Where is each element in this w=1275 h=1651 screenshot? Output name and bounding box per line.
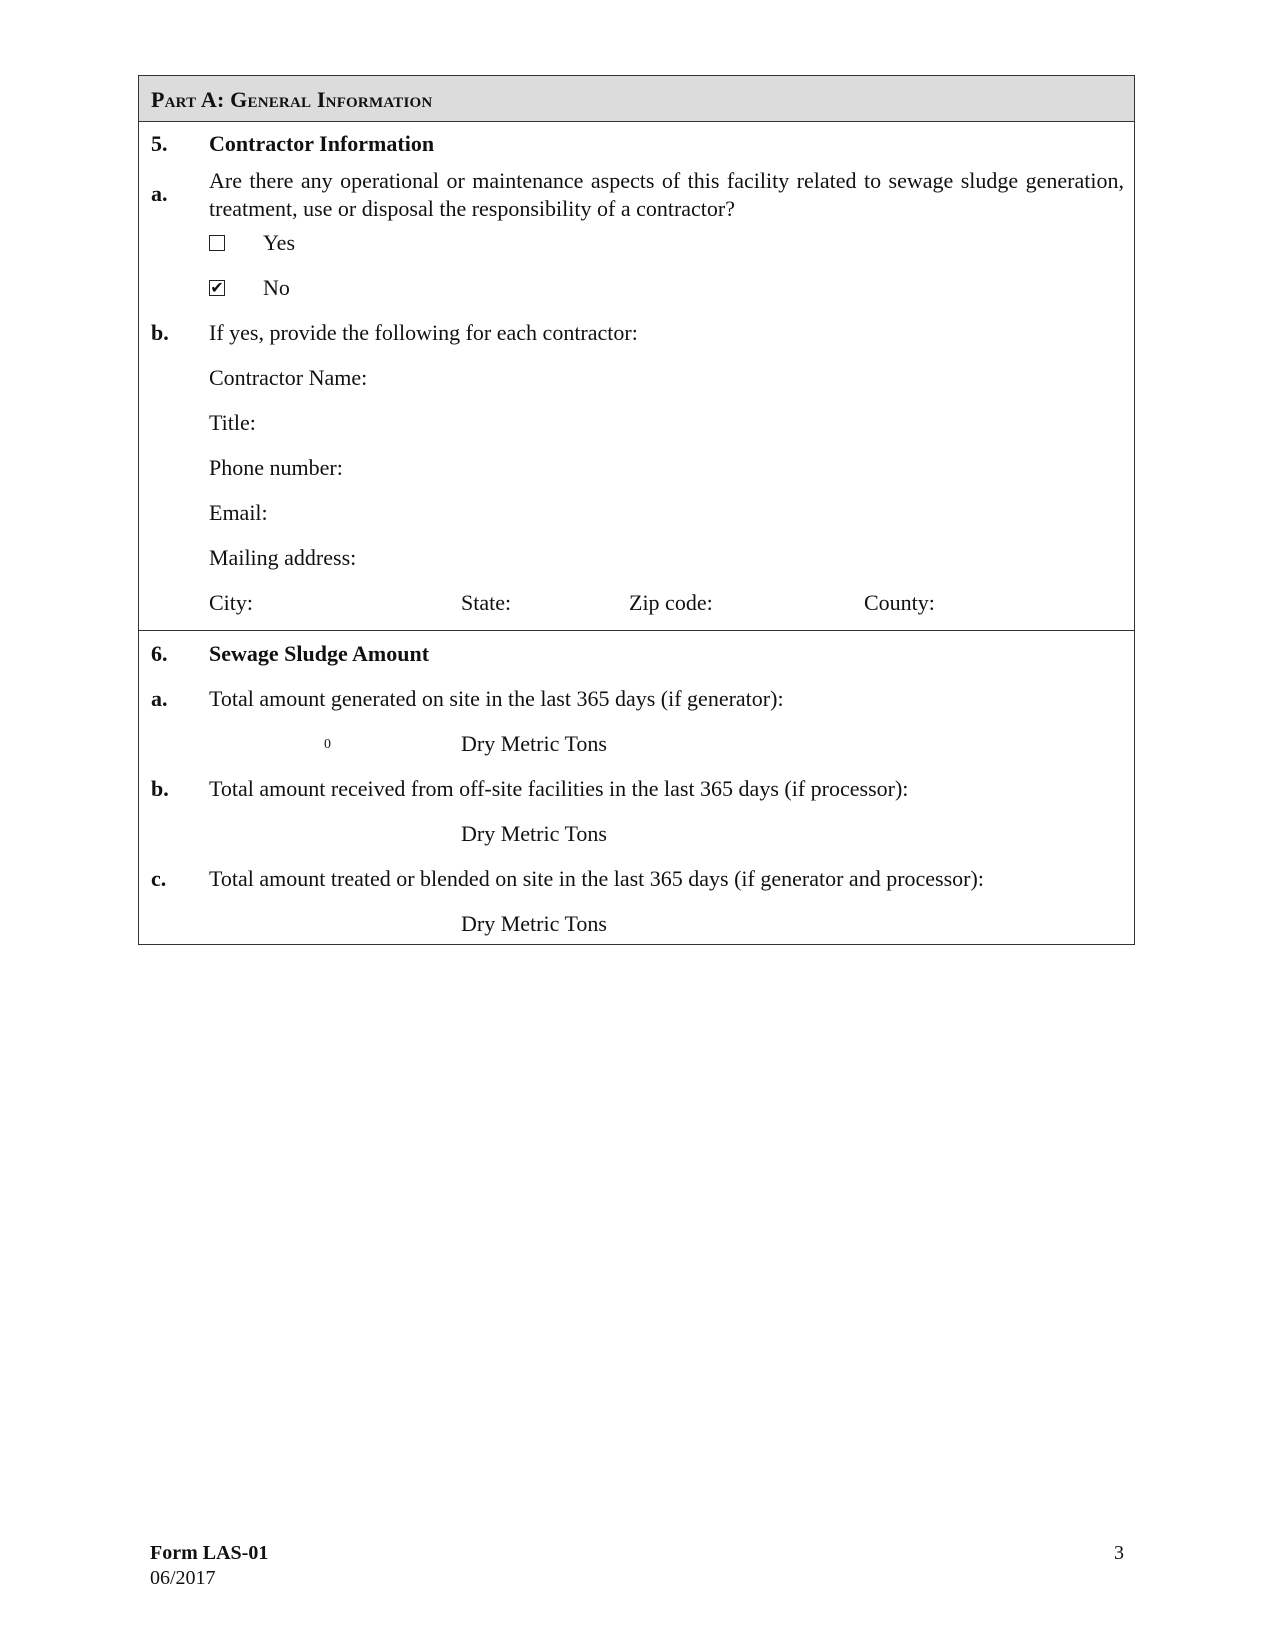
city-label: City: xyxy=(209,590,254,615)
page-number: 3 xyxy=(1114,1542,1124,1564)
item-5a-label: a. xyxy=(151,181,168,206)
item-6a-unit: Dry Metric Tons xyxy=(461,731,607,756)
section-6-number: 6. xyxy=(151,641,168,666)
footer-form-id: Form LAS-01 xyxy=(150,1542,269,1564)
item-6c-text: Total amount treated or blended on site in the last 365 days (if generator and processor): xyxy=(209,866,984,891)
yes-checkbox[interactable] xyxy=(209,235,225,251)
item-6c-unit: Dry Metric Tons xyxy=(461,911,607,936)
yes-option-label: Yes xyxy=(263,230,296,255)
footer-date: 06/2017 xyxy=(150,1567,216,1589)
item-6b-label: b. xyxy=(151,776,169,801)
section-6-title: Sewage Sludge Amount xyxy=(209,641,430,666)
header-title: Part A: General Information xyxy=(151,87,433,112)
state-label: State: xyxy=(461,590,512,615)
item-6a-value: 0 xyxy=(324,737,331,752)
title-label: Title: xyxy=(209,410,256,435)
form-part-a xyxy=(138,75,1135,945)
zip-code-label: Zip code: xyxy=(629,590,713,615)
section-divider xyxy=(139,630,1134,631)
no-option-label: No xyxy=(263,275,290,300)
section-5-number: 5. xyxy=(151,131,168,156)
mailing-address-label: Mailing address: xyxy=(209,545,357,570)
section-5-title: Contractor Information xyxy=(209,131,435,156)
item-6c-label: c. xyxy=(151,866,167,891)
county-label: County: xyxy=(864,590,935,615)
contractor-name-label: Contractor Name: xyxy=(209,365,368,390)
item-5b-prompt: If yes, provide the following for each contractor: xyxy=(209,320,638,345)
item-6a-label: a. xyxy=(151,686,168,711)
email-label: Email: xyxy=(209,500,268,525)
section-header xyxy=(139,76,1134,122)
item-6b-unit: Dry Metric Tons xyxy=(461,821,607,846)
item-5a-question: Are there any operational or maintenance aspects of this facility related to sewage sludge generation, treatment, use or disposal the responsibility of a contractor? xyxy=(209,168,1124,221)
phone-number-label: Phone number: xyxy=(209,455,343,480)
item-6a-text: Total amount generated on site in the last 365 days (if generator): xyxy=(209,686,784,711)
no-checkbox[interactable]: ✔ xyxy=(210,278,224,297)
item-5b-label: b. xyxy=(151,320,169,345)
item-6b-text: Total amount received from off-site facilities in the last 365 days (if processor): xyxy=(209,776,909,801)
